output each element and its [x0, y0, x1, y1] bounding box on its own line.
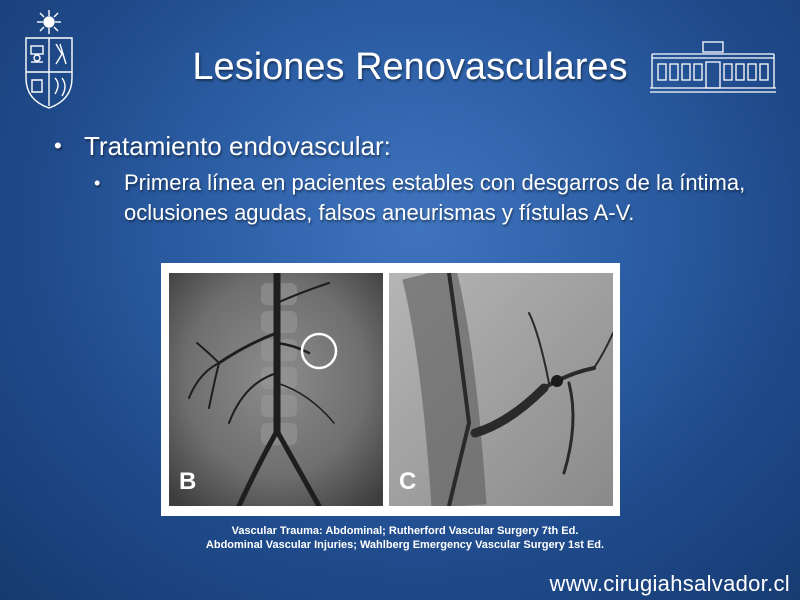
figure-caption [120, 524, 690, 552]
bullet-level2-text: Primera línea en pacientes estables con desgarros de la íntima, oclusiones agudas, falsos aneurismas y fístulas A-V. [124, 170, 746, 225]
slide-title: Lesiones Renovasculares [192, 46, 628, 88]
angiogram-panel-c [389, 273, 613, 506]
caption-line-2: Abdominal Vascular Injuries; Wahlberg Emergency Vascular Surgery 1st Ed. [205, 539, 605, 551]
bullet-list [54, 128, 774, 228]
caption-line-1: Vascular Trauma: Abdominal; Rutherford Vascular Surgery 7th Ed. [231, 525, 579, 537]
bullet-item-level2 [94, 168, 774, 228]
bullet-level1-text: Tratamiento endovascular: [84, 131, 391, 161]
angiography-figure [161, 263, 620, 516]
footer-website: www.cirugiahsalvador.cl [549, 571, 790, 596]
university-crest-icon [14, 8, 84, 112]
bullet-item-level1 [54, 128, 774, 164]
bullet-dot-icon: • [94, 173, 101, 193]
panel-label-b: B [179, 468, 197, 495]
panel-label-c: C [399, 468, 417, 495]
angiogram-panel-b [169, 273, 383, 506]
bullet-dot-icon: • [54, 133, 62, 158]
